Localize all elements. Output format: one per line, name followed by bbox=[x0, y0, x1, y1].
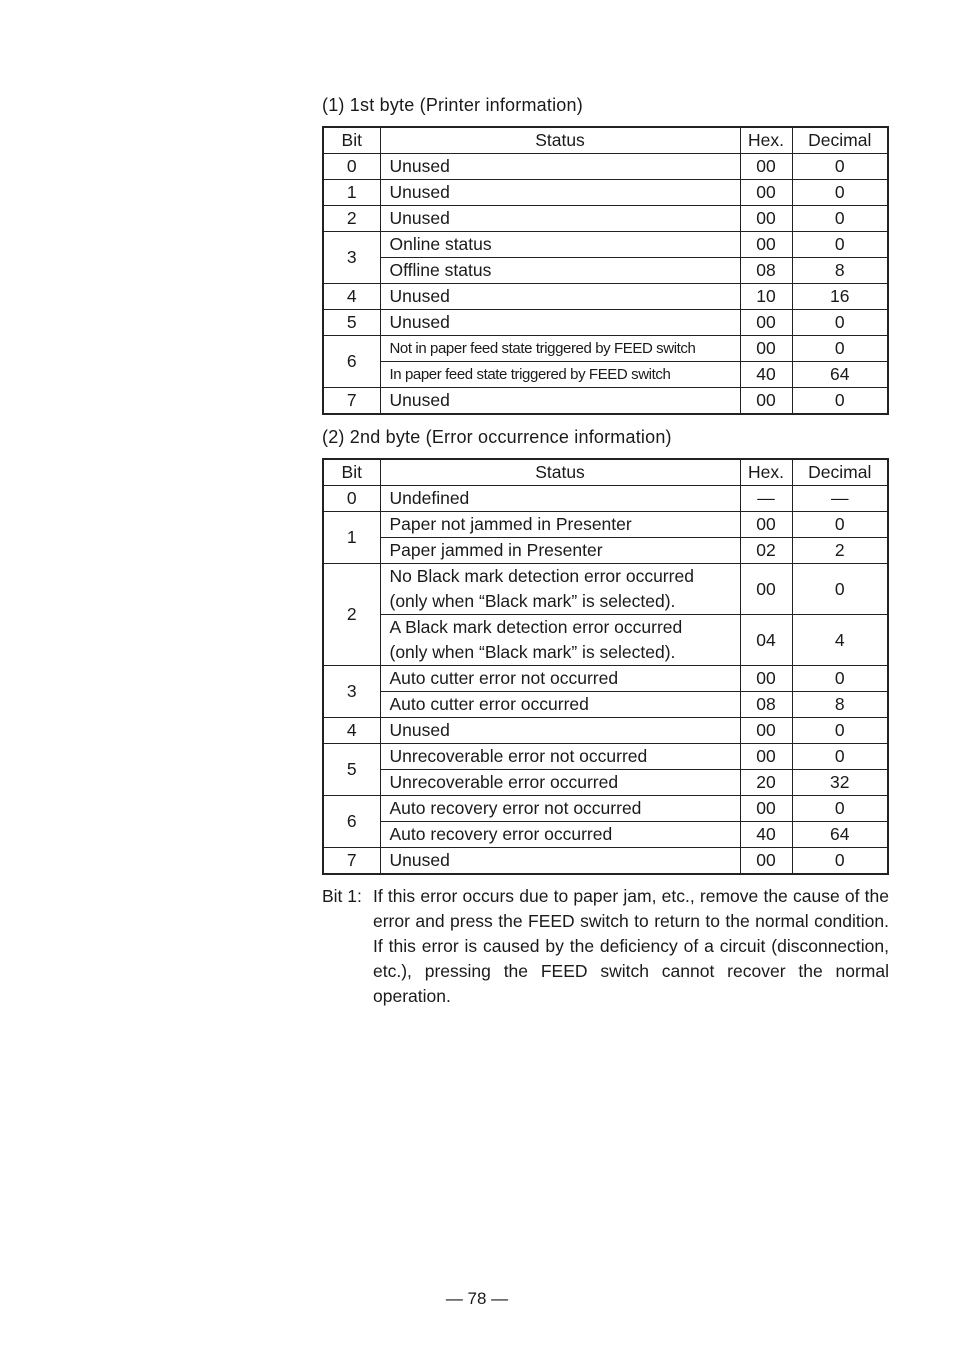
table-row bbox=[323, 848, 888, 875]
status-cell: No Black mark detection error occurred (only when “Black mark” is selected). bbox=[380, 564, 740, 615]
status-cell: Not in paper feed state triggered by FEED switch bbox=[380, 336, 740, 362]
decimal-cell: 2 bbox=[792, 538, 888, 564]
table-header-row bbox=[323, 127, 888, 154]
decimal-cell: 0 bbox=[792, 512, 888, 538]
status-cell: Unused bbox=[380, 284, 740, 310]
hex-cell: 00 bbox=[740, 848, 792, 875]
bit-cell: 7 bbox=[323, 848, 380, 875]
status-cell: Unrecoverable error occurred bbox=[380, 770, 740, 796]
table-header-row bbox=[323, 459, 888, 486]
note-text: If this error occurs due to paper jam, etc., remove the cause of the error and press the FEED switch to return to the normal condition. If this error is caused by the deficiency of a circuit (disconnection, etc.), pressing the FEED switch cannot recover the normal operation. bbox=[373, 886, 889, 1006]
decimal-cell: 0 bbox=[792, 718, 888, 744]
status-cell: Offline status bbox=[380, 258, 740, 284]
decimal-cell: 0 bbox=[792, 388, 888, 415]
decimal-cell: 0 bbox=[792, 232, 888, 258]
header-decimal: Decimal bbox=[792, 459, 888, 486]
decimal-cell: 32 bbox=[792, 770, 888, 796]
table2-title: (2) 2nd byte (Error occurrence information) bbox=[322, 427, 672, 447]
decimal-cell: 0 bbox=[792, 796, 888, 822]
hex-cell: 00 bbox=[740, 180, 792, 206]
status-cell: Paper jammed in Presenter bbox=[380, 538, 740, 564]
table-row bbox=[323, 666, 888, 692]
decimal-cell: 64 bbox=[792, 822, 888, 848]
table-row bbox=[323, 388, 888, 415]
status-cell: A Black mark detection error occurred (only when “Black mark” is selected). bbox=[380, 615, 740, 666]
table-row bbox=[323, 232, 888, 258]
status-cell: Unrecoverable error not occurred bbox=[380, 744, 740, 770]
status-cell: Unused bbox=[380, 388, 740, 415]
bit-cell: 0 bbox=[323, 486, 380, 512]
table-row bbox=[323, 362, 888, 388]
header-bit: Bit bbox=[323, 127, 380, 154]
decimal-cell: 0 bbox=[792, 310, 888, 336]
decimal-cell: 4 bbox=[792, 615, 888, 666]
table-row bbox=[323, 206, 888, 232]
table-row bbox=[323, 692, 888, 718]
decimal-cell: 16 bbox=[792, 284, 888, 310]
status-cell: Paper not jammed in Presenter bbox=[380, 512, 740, 538]
hex-cell: 00 bbox=[740, 154, 792, 180]
decimal-cell: 0 bbox=[792, 564, 888, 615]
header-hex: Hex. bbox=[740, 127, 792, 154]
hex-cell: 20 bbox=[740, 770, 792, 796]
table-row bbox=[323, 258, 888, 284]
hex-cell: 08 bbox=[740, 692, 792, 718]
decimal-cell: 8 bbox=[792, 258, 888, 284]
table-row bbox=[323, 744, 888, 770]
hex-cell: 00 bbox=[740, 666, 792, 692]
table-row bbox=[323, 822, 888, 848]
status-cell: Unused bbox=[380, 310, 740, 336]
table-row bbox=[323, 486, 888, 512]
note-label: Bit 1: bbox=[322, 886, 362, 906]
hex-cell: 00 bbox=[740, 564, 792, 615]
hex-cell: 00 bbox=[740, 206, 792, 232]
hex-cell: — bbox=[740, 486, 792, 512]
bit-cell: 3 bbox=[323, 232, 380, 284]
hex-cell: 40 bbox=[740, 362, 792, 388]
table1-title: (1) 1st byte (Printer information) bbox=[322, 95, 583, 115]
hex-cell: 00 bbox=[740, 512, 792, 538]
status-cell: Unused bbox=[380, 848, 740, 875]
error-information-table bbox=[322, 458, 889, 875]
printer-information-table bbox=[322, 126, 889, 415]
table-row bbox=[323, 154, 888, 180]
table-row bbox=[323, 180, 888, 206]
status-cell: Unused bbox=[380, 718, 740, 744]
table-row bbox=[323, 284, 888, 310]
decimal-cell: 0 bbox=[792, 666, 888, 692]
table-row bbox=[323, 770, 888, 796]
bit-cell: 7 bbox=[323, 388, 380, 415]
status-cell: Auto cutter error occurred bbox=[380, 692, 740, 718]
header-decimal: Decimal bbox=[792, 127, 888, 154]
hex-cell: 00 bbox=[740, 744, 792, 770]
hex-cell: 00 bbox=[740, 388, 792, 415]
decimal-cell: 0 bbox=[792, 848, 888, 875]
header-bit: Bit bbox=[323, 459, 380, 486]
bit-cell: 2 bbox=[323, 206, 380, 232]
bit-cell: 5 bbox=[323, 744, 380, 796]
bit-cell: 4 bbox=[323, 718, 380, 744]
bit-cell: 5 bbox=[323, 310, 380, 336]
status-cell: Auto cutter error not occurred bbox=[380, 666, 740, 692]
decimal-cell: 0 bbox=[792, 180, 888, 206]
hex-cell: 04 bbox=[740, 615, 792, 666]
table-row bbox=[323, 718, 888, 744]
status-cell: Unused bbox=[380, 180, 740, 206]
table-row bbox=[323, 538, 888, 564]
hex-cell: 00 bbox=[740, 232, 792, 258]
hex-cell: 00 bbox=[740, 718, 792, 744]
bit1-note bbox=[322, 884, 889, 1009]
bit-cell: 6 bbox=[323, 796, 380, 848]
page-number: — 78 — bbox=[445, 1289, 509, 1308]
bit-cell: 1 bbox=[323, 512, 380, 564]
table-row bbox=[323, 564, 888, 615]
decimal-cell: — bbox=[792, 486, 888, 512]
hex-cell: 00 bbox=[740, 310, 792, 336]
status-cell: Auto recovery error occurred bbox=[380, 822, 740, 848]
table-row bbox=[323, 512, 888, 538]
table-row bbox=[323, 615, 888, 666]
decimal-cell: 64 bbox=[792, 362, 888, 388]
status-cell: Auto recovery error not occurred bbox=[380, 796, 740, 822]
decimal-cell: 0 bbox=[792, 154, 888, 180]
header-status: Status bbox=[380, 127, 740, 154]
bit-cell: 0 bbox=[323, 154, 380, 180]
status-cell: Online status bbox=[380, 232, 740, 258]
table-row bbox=[323, 310, 888, 336]
bit-cell: 2 bbox=[323, 564, 380, 666]
status-cell: Unused bbox=[380, 206, 740, 232]
table-row bbox=[323, 336, 888, 362]
decimal-cell: 8 bbox=[792, 692, 888, 718]
status-cell: Unused bbox=[380, 154, 740, 180]
hex-cell: 10 bbox=[740, 284, 792, 310]
hex-cell: 40 bbox=[740, 822, 792, 848]
status-cell: In paper feed state triggered by FEED switch bbox=[380, 362, 740, 388]
hex-cell: 08 bbox=[740, 258, 792, 284]
hex-cell: 00 bbox=[740, 796, 792, 822]
decimal-cell: 0 bbox=[792, 336, 888, 362]
header-status: Status bbox=[380, 459, 740, 486]
bit-cell: 3 bbox=[323, 666, 380, 718]
table-row bbox=[323, 796, 888, 822]
header-hex: Hex. bbox=[740, 459, 792, 486]
hex-cell: 02 bbox=[740, 538, 792, 564]
bit-cell: 1 bbox=[323, 180, 380, 206]
decimal-cell: 0 bbox=[792, 744, 888, 770]
bit-cell: 6 bbox=[323, 336, 380, 388]
status-cell: Undefined bbox=[380, 486, 740, 512]
bit-cell: 4 bbox=[323, 284, 380, 310]
decimal-cell: 0 bbox=[792, 206, 888, 232]
hex-cell: 00 bbox=[740, 336, 792, 362]
